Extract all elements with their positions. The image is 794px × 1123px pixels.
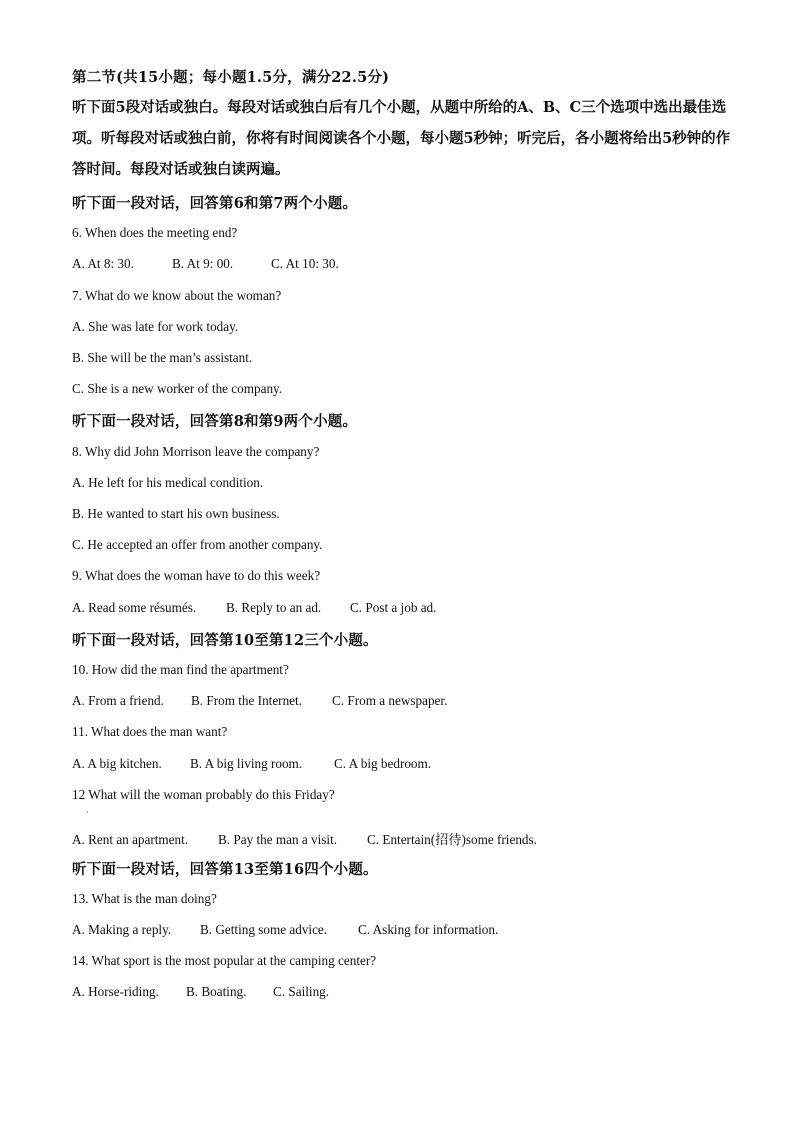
question-options — [72, 984, 329, 1000]
option-b: B. A big living room. — [190, 756, 303, 771]
option-b: B. She will be the man’s assistant. — [72, 350, 253, 365]
option-c: C. From a newspaper. — [332, 693, 448, 708]
question-options — [72, 256, 339, 272]
group-heading: 听下面一段对话，回答第13至第16四个小题。 — [72, 861, 378, 878]
question-stem: 13. What is the man doing? — [72, 891, 217, 906]
question-options — [72, 922, 498, 938]
option-b: B. Pay the man a visit. — [218, 832, 338, 847]
option-a: A. From a friend. — [72, 693, 164, 708]
option-c: C. Entertain(招待)some friends. — [367, 832, 537, 847]
option-a: A. Horse-riding. — [72, 984, 159, 999]
stray-dot: · — [86, 808, 89, 817]
option-c: C. A big bedroom. — [334, 756, 432, 771]
group-heading: 听下面一段对话，回答第8和第9两个小题。 — [72, 413, 358, 430]
option-c: C. She is a new worker of the company. — [72, 381, 283, 396]
option-c: C. Sailing. — [273, 984, 330, 999]
option-c: C. He accepted an offer from another company. — [72, 537, 323, 552]
option-b: B. Boating. — [186, 984, 247, 999]
question-stem: 12 What will the woman probably do this Friday? — [72, 787, 335, 802]
question-stem: 7. What do we know about the woman? — [72, 288, 282, 303]
option-b: B. He wanted to start his own business. — [72, 506, 280, 521]
group-heading: 听下面一段对话，回答第10至第12三个小题。 — [72, 632, 378, 649]
option-b: B. Reply to an ad. — [226, 600, 322, 615]
option-a: A. Read some résumés. — [72, 600, 197, 615]
question-options — [72, 829, 537, 848]
option-a: A. Making a reply. — [72, 922, 172, 937]
question-options — [72, 756, 431, 772]
question-stem: 8. Why did John Morrison leave the company? — [72, 444, 320, 459]
option-c: C. At 10: 30. — [271, 256, 339, 271]
question-stem: 6. When does the meeting end? — [72, 225, 238, 240]
option-a: A. At 8: 30. — [72, 256, 134, 271]
section-title: 第二节(共15小题；每小题1.5分，满分22.5分) — [72, 69, 390, 86]
option-a: A. Rent an apartment. — [72, 832, 189, 847]
question-stem: 10. How did the man find the apartment? — [72, 662, 289, 677]
option-a: A. A big kitchen. — [72, 756, 162, 771]
section-instructions: 听下面5段对话或独白。每段对话或独白后有几个小题，从题中所给的A、B、C三个选项中选出最佳选项。听每段对话或独白前，你将有时间阅读各个小题，每小题5秒钟；听完后，各小题将给出5秒钟的作答时间。每段对话或独白读两遍。 — [72, 99, 731, 178]
option-a: A. She was late for work today. — [72, 319, 239, 334]
option-a: A. He left for his medical condition. — [72, 475, 264, 490]
option-b: B. At 9: 00. — [172, 256, 234, 271]
question-stem: 11. What does the man want? — [72, 724, 228, 739]
question-options — [72, 693, 447, 709]
option-b: B. Getting some advice. — [200, 922, 328, 937]
question-options — [72, 600, 436, 616]
question-stem: 14. What sport is the most popular at the camping center? — [72, 953, 377, 968]
option-b: B. From the Internet. — [191, 693, 302, 708]
option-c: C. Asking for information. — [358, 922, 499, 937]
option-c: C. Post a job ad. — [350, 600, 437, 615]
group-heading: 听下面一段对话，回答第6和第7两个小题。 — [72, 195, 358, 212]
question-stem: 9. What does the woman have to do this week? — [72, 568, 321, 583]
